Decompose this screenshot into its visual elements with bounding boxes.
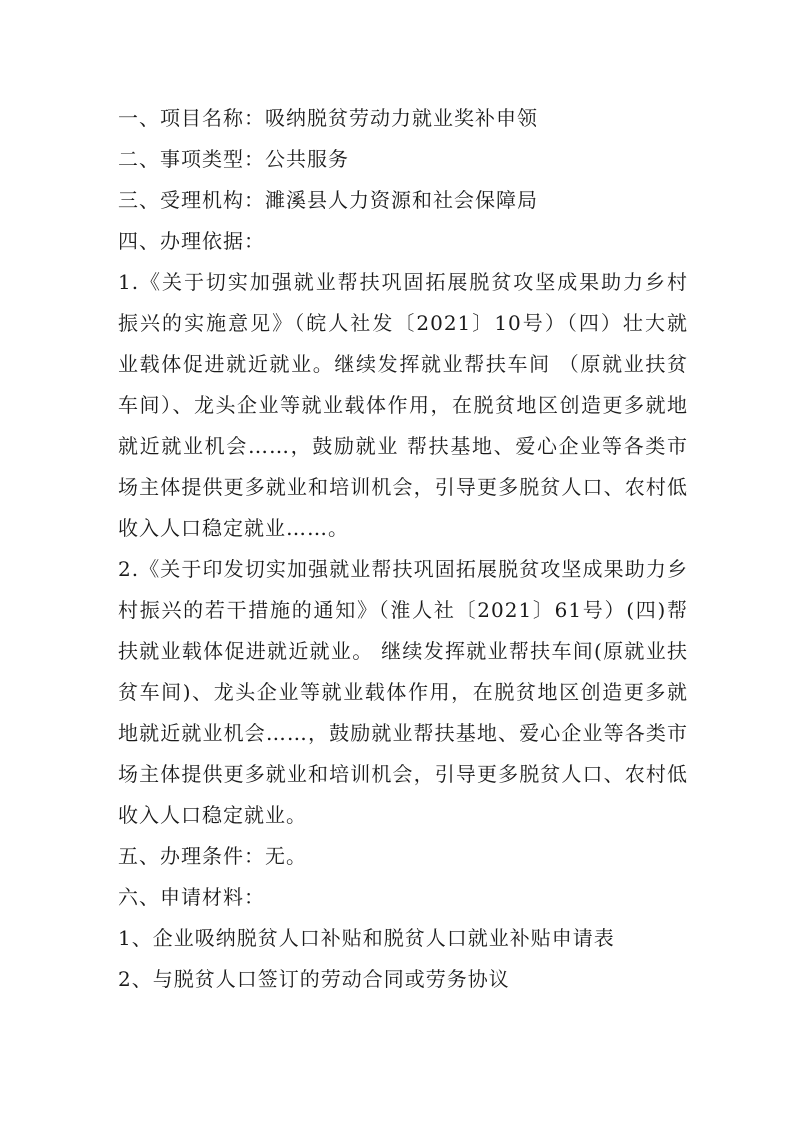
item-basis-heading: 四、办理依据： xyxy=(118,229,265,253)
basis-1-line-3: 业载体促进就近就业。继续发挥就业帮扶车间 （原就业扶贫 xyxy=(118,352,688,376)
basis-1-line-4: 车间）、龙头企业等就业载体作用，在脱贫地区创造更多就地 xyxy=(118,393,688,417)
basis-2-line-5: 地就近就业机会……，鼓励就业帮扶基地、爱心企业等各类市 xyxy=(118,721,688,745)
basis-1-line-1: 1.《关于切实加强就业帮扶巩固拓展脱贫攻坚成果助力乡村 xyxy=(118,270,688,294)
basis-2-line-3: 扶就业载体促进就近就业。 继续发挥就业帮扶车间(原就业扶 xyxy=(118,639,688,663)
basis-1-line-6: 场主体提供更多就业和培训机会，引导更多脱贫人口、农村低 xyxy=(118,475,688,499)
basis-2-line-6: 场主体提供更多就业和培训机会，引导更多脱贫人口、农村低 xyxy=(118,762,688,786)
item-accepting-agency: 三、受理机构：濉溪县人力资源和社会保障局 xyxy=(118,188,538,212)
basis-2-line-4: 贫车间)、龙头企业等就业载体作用，在脱贫地区创造更多就 xyxy=(118,680,688,704)
basis-1-line-7: 收入人口稳定就业……。 xyxy=(118,516,349,540)
basis-1-line-2: 振兴的实施意见》（皖人社发〔2021〕10号）（四）壮大就 xyxy=(118,311,688,335)
item-materials-heading: 六、申请材料： xyxy=(118,885,265,909)
item-project-name: 一、项目名称：吸纳脱贫劳动力就业奖补申领 xyxy=(118,106,538,130)
basis-2-line-7: 收入人口稳定就业。 xyxy=(118,803,307,827)
basis-2-line-1: 2.《关于印发切实加强就业帮扶巩固拓展脱贫攻坚成果助力乡 xyxy=(118,557,688,581)
basis-2-line-2: 村振兴的若干措施的通知》（淮人社〔2021〕61号）(四)帮 xyxy=(118,598,688,622)
item-conditions: 五、办理条件：无。 xyxy=(118,844,307,868)
item-matter-type: 二、事项类型：公共服务 xyxy=(118,147,349,171)
document-body xyxy=(118,98,688,1000)
basis-1-line-5: 就近就业机会……，鼓励就业 帮扶基地、爱心企业等各类市 xyxy=(118,434,688,458)
material-item-1: 1、企业吸纳脱贫人口补贴和脱贫人口就业补贴申请表 xyxy=(118,926,615,950)
material-item-2: 2、与脱贫人口签订的劳动合同或劳务协议 xyxy=(118,967,510,991)
